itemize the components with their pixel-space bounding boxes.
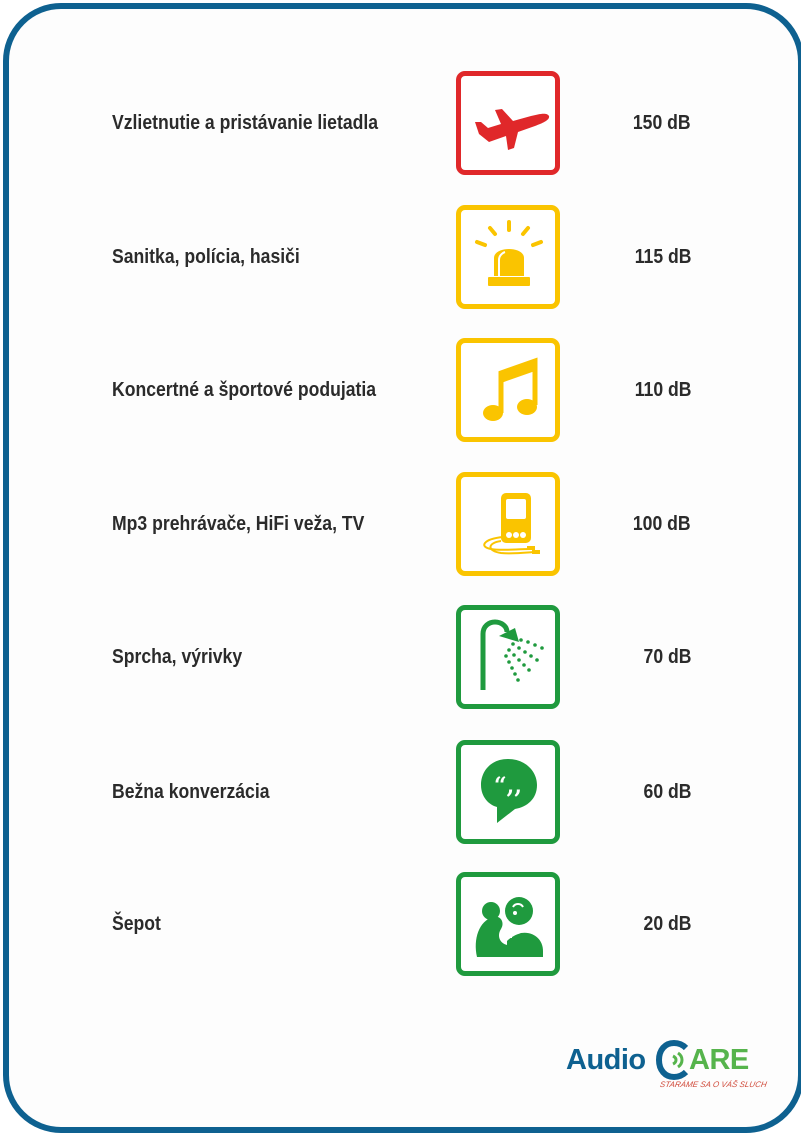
row-label: Sprcha, výrivky — [112, 645, 243, 668]
svg-text:“,,: “,, — [494, 773, 522, 799]
row-value: 60 dB — [643, 780, 691, 803]
logo-c-icon — [656, 1040, 692, 1080]
noise-row-conversation — [0, 740, 801, 844]
noise-row-siren — [0, 205, 801, 309]
row-label: Šepot — [112, 912, 161, 935]
logo-audio-text: Audio — [566, 1044, 646, 1076]
icon-box-green — [456, 605, 560, 709]
icon-box-green — [456, 872, 560, 976]
icon-box-green — [456, 740, 560, 844]
row-value: 110 dB — [634, 378, 691, 401]
speech-bubble-icon — [461, 745, 555, 839]
noise-row-airplane — [0, 71, 801, 175]
noise-row-shower — [0, 605, 801, 709]
row-value: 100 dB — [633, 512, 691, 535]
row-value: 150 dB — [633, 111, 691, 134]
noise-row-whisper — [0, 872, 801, 976]
icon-box-yellow — [456, 338, 560, 442]
row-value: 70 dB — [643, 645, 691, 668]
row-label: Bežna konverzácia — [112, 780, 270, 803]
row-value: 20 dB — [643, 912, 691, 935]
row-label: Koncertné a športové podujatia — [112, 378, 377, 401]
row-label: Vzlietnutie a pristávanie lietadla — [112, 111, 379, 134]
row-value: 115 dB — [634, 245, 691, 268]
audiocare-logo — [566, 1040, 768, 1096]
siren-icon — [461, 210, 555, 304]
music-note-icon — [461, 343, 555, 437]
noise-row-music — [0, 338, 801, 442]
mp3-player-icon — [461, 477, 555, 571]
icon-box-yellow — [456, 472, 560, 576]
logo-care-text: ARE — [689, 1044, 749, 1076]
row-label: Mp3 prehrávače, HiFi veža, TV — [112, 512, 365, 535]
icon-box-red — [456, 71, 560, 175]
noise-row-mp3 — [0, 472, 801, 576]
whisper-icon — [461, 877, 555, 971]
airplane-icon — [461, 76, 555, 170]
icon-box-yellow — [456, 205, 560, 309]
row-label: Sanitka, polícia, hasiči — [112, 245, 300, 268]
shower-icon — [461, 610, 555, 704]
logo-tagline: STARÁME SA O VÁŠ SLUCH — [659, 1080, 768, 1089]
